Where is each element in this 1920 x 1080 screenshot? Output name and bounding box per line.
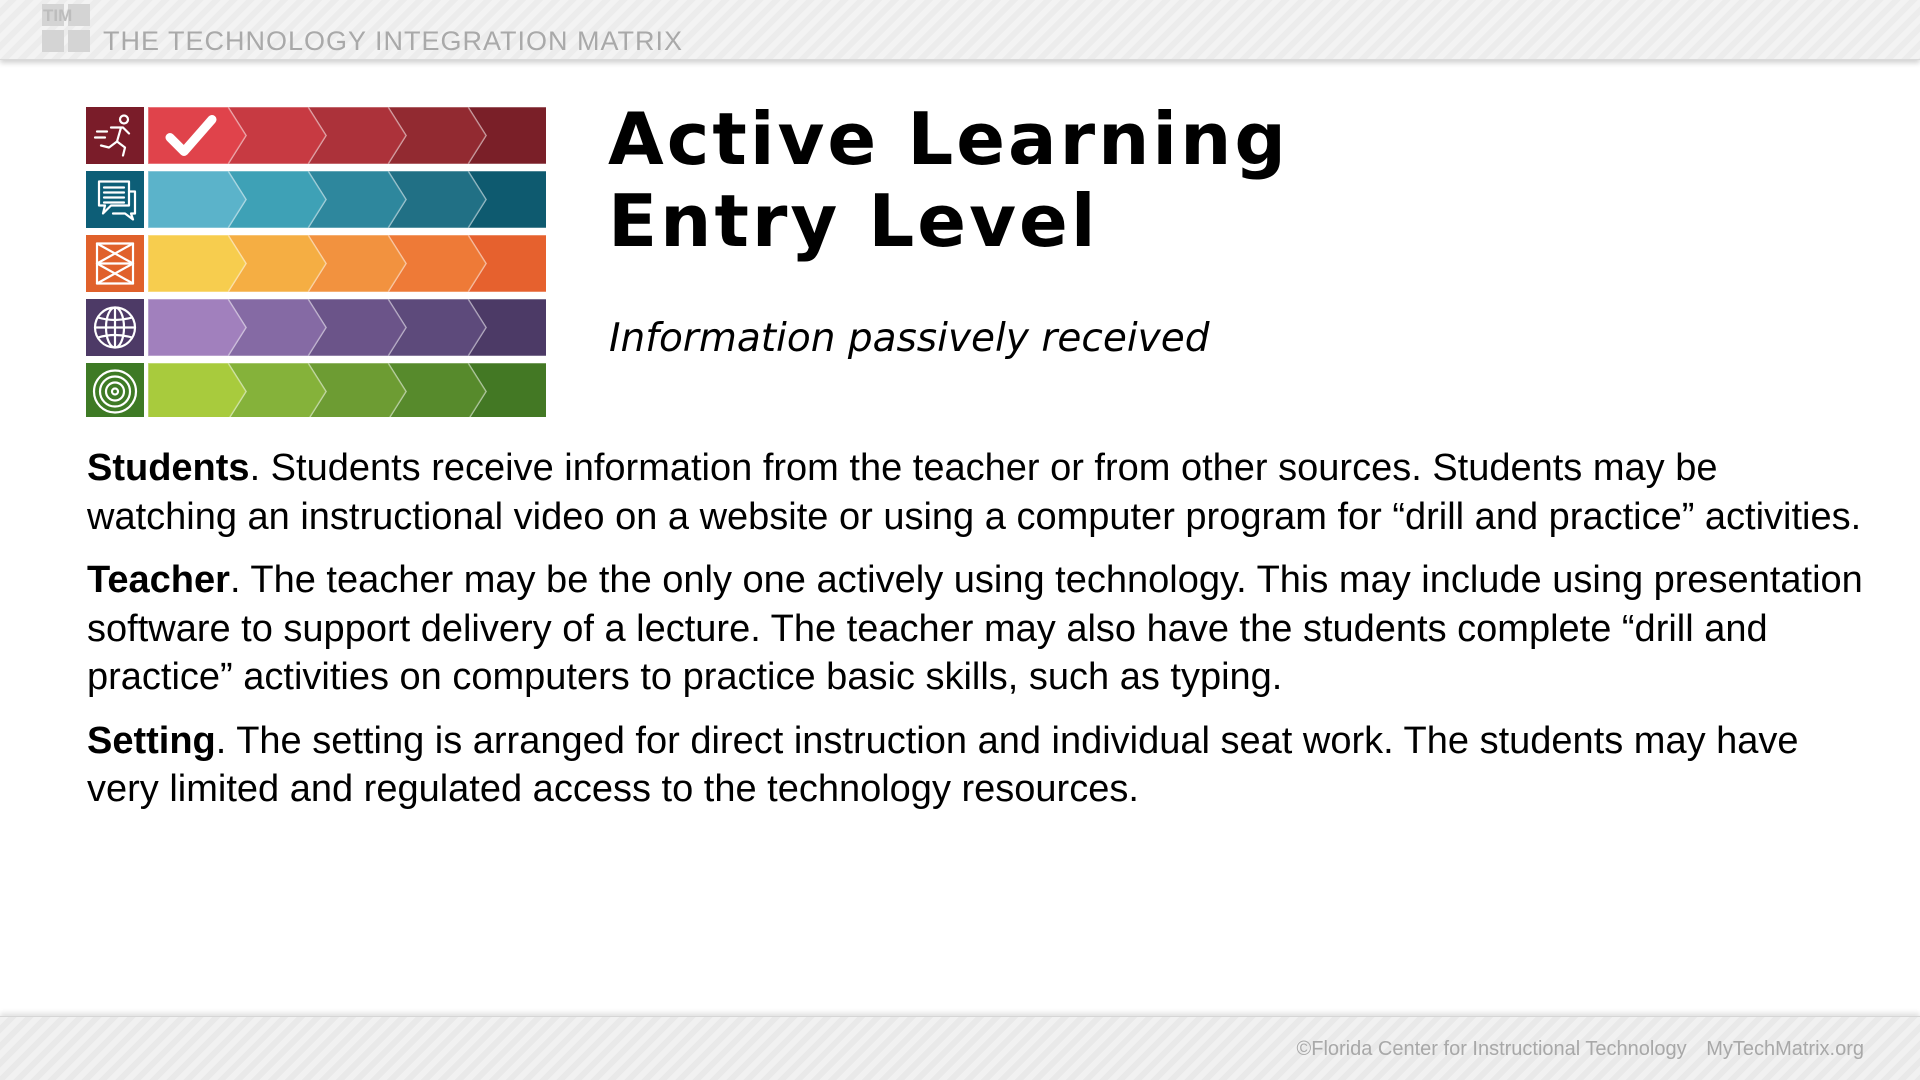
teacher-paragraph — [87, 556, 1877, 702]
title-block — [608, 98, 1289, 262]
header-title: THE TECHNOLOGY INTEGRATION MATRIX — [103, 26, 684, 56]
technology-integration-matrix-graphic — [86, 107, 546, 417]
footer-credit — [1297, 1038, 1865, 1061]
header-bar — [0, 0, 1920, 60]
students-label: Students — [87, 447, 250, 489]
collaborative-level-1-cell — [148, 171, 246, 228]
description-body — [87, 444, 1877, 829]
globe-icon — [95, 308, 135, 348]
active-row-icon-cell — [86, 107, 144, 164]
goal-directed-level-1-cell — [148, 363, 246, 417]
students-paragraph — [87, 444, 1877, 541]
page-level: Entry Level — [608, 179, 1099, 263]
setting-paragraph — [87, 717, 1877, 814]
teacher-text: . The teacher may be the only one actively using technology. This may include using presentation software to support delivery of a lecture. The teacher may also have the students complete “drill and practice” activities on computers to practice basic skills, such as typing. — [87, 559, 1863, 698]
logo-text: TIM — [43, 6, 73, 25]
constructive-level-1-cell — [148, 235, 246, 292]
authentic-level-1-cell — [148, 299, 246, 356]
site-link[interactable]: MyTechMatrix.org — [1706, 1038, 1864, 1060]
page-title: Active Learning — [608, 97, 1289, 181]
students-text: . Students receive information from the teacher or from other sources. Students may be watching an instructional video on a website or using a computer program for “drill and practice” activities. — [87, 447, 1862, 538]
copyright-text: ©Florida Center for Instructional Technology — [1296, 1038, 1687, 1060]
teacher-label: Teacher — [87, 559, 230, 601]
tim-logo-icon — [42, 4, 92, 54]
level-description: Information passively received — [609, 316, 1210, 361]
setting-label: Setting — [87, 719, 216, 762]
setting-text: . The setting is arranged for direct instruction and individual seat work. The students may have very limited and regulated access to the technology resources. — [87, 719, 1799, 810]
footer-bar — [0, 1016, 1920, 1080]
